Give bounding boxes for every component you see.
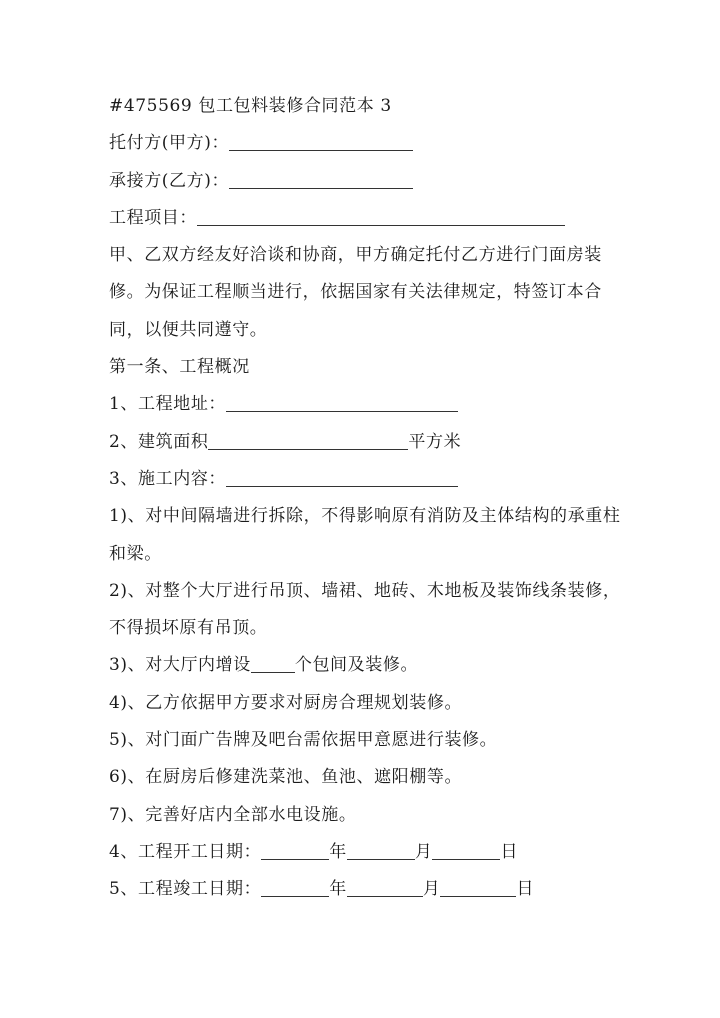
content-blank[interactable]: [226, 468, 458, 487]
project-blank[interactable]: [197, 207, 565, 226]
start-month-label: 月: [414, 841, 433, 862]
start-day-blank[interactable]: [432, 841, 500, 860]
area-blank[interactable]: [208, 431, 408, 450]
contract-document: [109, 88, 629, 909]
start-year-blank[interactable]: [261, 841, 329, 860]
end-month-label: 月: [422, 879, 441, 900]
area-unit: 平方米: [408, 431, 462, 452]
start-day-label: 日: [500, 841, 519, 862]
sub-item-3: [109, 647, 629, 684]
end-day-label: 日: [516, 879, 535, 900]
sub-item-1: 1)、对中间隔墙进行拆除，不得影响原有消防及主体结构的承重柱和梁。: [109, 506, 621, 564]
start-month-blank[interactable]: [347, 841, 415, 860]
sub-item-3-post: 个包间及装修。: [294, 655, 419, 676]
content-label: 3、施工内容：: [109, 468, 227, 489]
content-line: [109, 461, 629, 498]
end-day-blank[interactable]: [440, 878, 516, 897]
project-line: [109, 200, 629, 237]
sub-item-7: 7)、完善好店内全部水电设施。: [109, 804, 357, 825]
contractor-label: 承接方(乙方)：: [109, 170, 230, 191]
end-date-label: 5、工程竣工日期：: [109, 879, 262, 900]
document-title: #475569 包工包料装修合同范本 3: [109, 96, 392, 116]
rooms-blank[interactable]: [251, 654, 295, 673]
end-month-blank[interactable]: [347, 878, 423, 897]
contractor-blank[interactable]: [229, 170, 413, 189]
article1-title: 第一条、工程概况: [109, 357, 250, 378]
intro-paragraph: 甲、乙双方经友好洽谈和协商，甲方确定托付乙方进行门面房装修。为保证工程顺当进行，依据国家有关法律规定，特签订本合同，以便共同遵守。: [109, 245, 602, 340]
contractor-line: [109, 163, 629, 200]
address-blank[interactable]: [226, 393, 458, 412]
client-label: 托付方(甲方)：: [109, 133, 230, 154]
end-year-label: 年: [329, 879, 347, 900]
address-label: 1、工程地址：: [109, 394, 227, 415]
sub-item-6: 6)、在厨房后修建洗菜池、鱼池、遮阳棚等。: [109, 767, 463, 788]
start-date-line: [109, 834, 629, 871]
start-year-label: 年: [329, 841, 347, 862]
sub-item-5: 5)、对门面广告牌及吧台需依据甲意愿进行装修。: [109, 730, 498, 751]
start-date-label: 4、工程开工日期：: [109, 841, 262, 862]
end-year-blank[interactable]: [261, 878, 329, 897]
client-blank[interactable]: [229, 132, 413, 151]
sub-item-3-pre: 3)、对大厅内增设: [109, 655, 251, 676]
area-label: 2、建筑面积: [109, 431, 209, 452]
project-label: 工程项目：: [109, 207, 197, 228]
sub-item-4: 4)、乙方依据甲方要求对厨房合理规划装修。: [109, 692, 463, 713]
sub-item-2: 2)、对整个大厅进行吊顶、墙裙、地砖、木地板及装饰线条装修，不得损坏原有吊顶。: [109, 580, 621, 639]
end-date-line: [109, 871, 629, 908]
address-line: [109, 386, 629, 423]
client-line: [109, 125, 629, 162]
area-line: [109, 424, 629, 461]
